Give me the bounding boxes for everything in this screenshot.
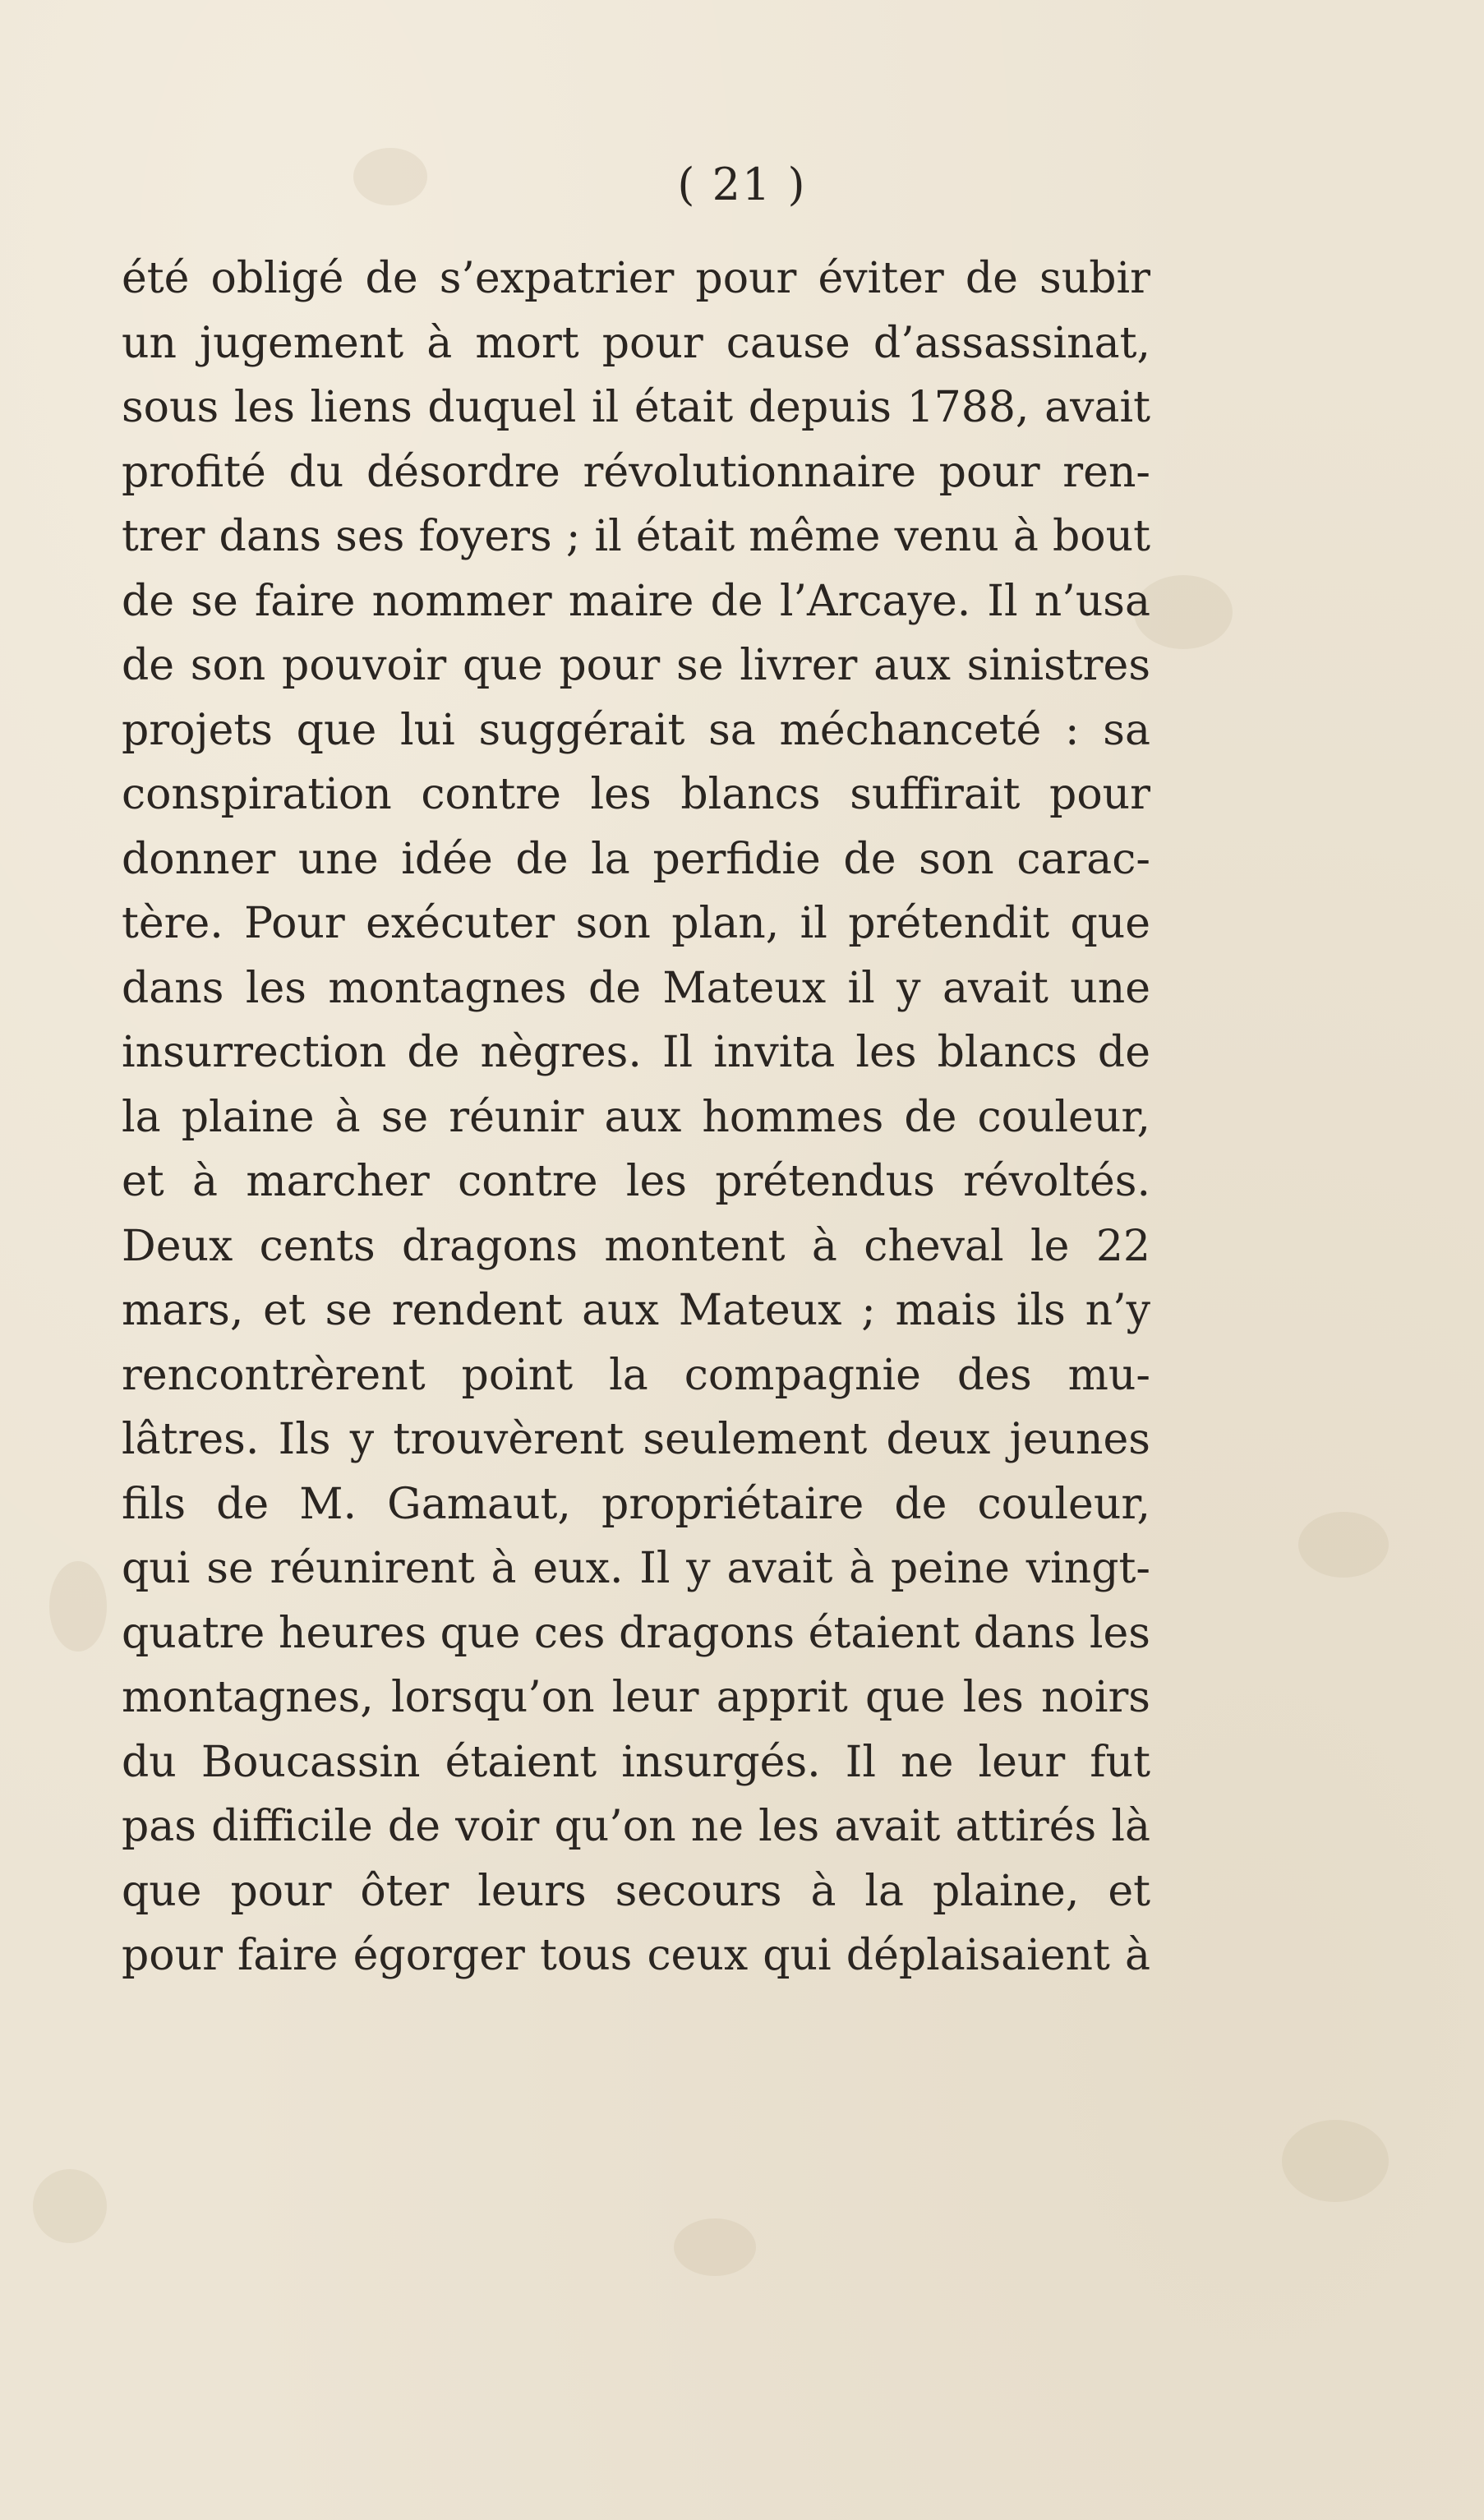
text-line: profité du désordre révolutionnaire pour ren- — [122, 447, 1150, 497]
text-line: insurrection de nègres. Il invita les blancs de — [122, 1028, 1150, 1077]
paper-stain — [1298, 1512, 1389, 1578]
text-line: lâtres. Ils y trouvèrent seulement deux jeunes — [122, 1415, 1150, 1464]
text-line: qui se réunirent à eux. Il y avait à peine vingt- — [122, 1544, 1150, 1593]
text-line: pour faire égorger tous ceux qui déplaisaient à — [122, 1931, 1150, 1980]
text-line: fils de M. Gamaut, propriétaire de couleur, — [122, 1479, 1150, 1529]
text-line: projets que lui suggérait sa méchanceté : sa — [122, 705, 1150, 755]
text-line: sous les liens duquel il était depuis 1788, avait — [122, 383, 1150, 432]
page-number: ( 21 ) — [677, 159, 807, 210]
text-line: trer dans ses foyers ; il était même venu à bout — [122, 512, 1150, 561]
text-line: tère. Pour exécuter son plan, il prétendit que — [122, 899, 1150, 948]
text-line: du Boucassin étaient insurgés. Il ne leur fut — [122, 1737, 1150, 1787]
text-line: rencontrèrent point la compagnie des mu- — [122, 1350, 1150, 1400]
text-line: conspiration contre les blancs suffirait pour — [122, 770, 1150, 819]
text-line: de son pouvoir que pour se livrer aux sinistres — [122, 641, 1150, 690]
paper-stain — [674, 2218, 756, 2276]
text-line: pas difficile de voir qu’on ne les avait attirés là — [122, 1802, 1150, 1851]
text-line: montagnes, lorsqu’on leur apprit que les noirs — [122, 1673, 1150, 1722]
text-line: quatre heures que ces dragons étaient dans les — [122, 1608, 1150, 1658]
text-line: donner une idée de la perfidie de son carac- — [122, 834, 1150, 884]
text-line: que pour ôter leurs secours à la plaine, et — [122, 1866, 1150, 1916]
text-line: dans les montagnes de Mateux il y avait une — [122, 963, 1150, 1013]
text-line: été obligé de s’expatrier pour éviter de subir — [122, 254, 1150, 303]
paper-stain — [1282, 2120, 1389, 2202]
paper-stain — [49, 1561, 107, 1652]
text-line: et à marcher contre les prétendus révoltés. — [122, 1157, 1150, 1206]
text-line: mars, et se rendent aux Mateux ; mais ils n’y — [122, 1286, 1150, 1335]
text-line: de se faire nommer maire de l’Arcaye. Il n’usa — [122, 576, 1150, 626]
body-text — [122, 246, 1150, 1988]
text-line: Deux cents dragons montent à cheval le 22 — [122, 1221, 1150, 1271]
paper-stain — [33, 2169, 107, 2243]
text-line: un jugement à mort pour cause d’assassinat, — [122, 318, 1150, 368]
text-line: la plaine à se réunir aux hommes de couleur, — [122, 1092, 1150, 1142]
